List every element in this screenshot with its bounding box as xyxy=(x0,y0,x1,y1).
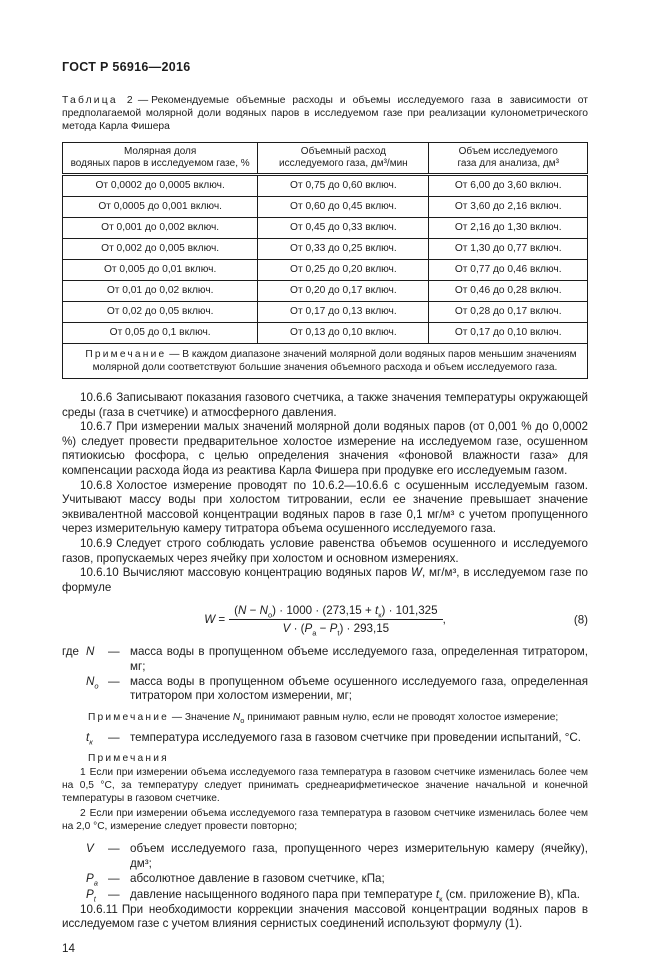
clause-text: Вычисляют массовую концентрацию водяных паров xyxy=(122,566,412,580)
table-cell: От 0,05 до 0,1 включ. xyxy=(63,323,258,344)
where-definition: масса воды в пропущенном объеме осушенного исследуемого газа, определенная титратором при холостом измерении, мг; xyxy=(130,674,588,703)
table-cell: От 0,60 до 0,45 включ. xyxy=(258,197,429,218)
table-cell: От 0,0002 до 0,0005 включ. xyxy=(63,175,258,197)
table-row xyxy=(63,197,588,218)
var-spacer xyxy=(62,888,86,903)
equals-sign: = xyxy=(215,613,226,627)
variable-list xyxy=(62,842,588,902)
notes-block xyxy=(62,753,588,833)
clause-text: При измерении малых значений молярной доли водяных паров (от 0,001 % до 0,0002 %) следует провести предварительное холостое измерение на исследуемом газе, осушенном пятиокисью фосфора, с целью определения значения «фоновой влажности газа» для компенсации расхода йода из реактива Карла Фишера при продувке его исследуемым газом. xyxy=(62,420,588,477)
where-definition: температура исследуемого газа в газовом счетчике при проведении испытаний, °С. xyxy=(130,730,582,744)
note-text: Если при измерении объема исследуемого газа температура в газовом счетчике изменилась более чем на 0,5 °С, за температуру следует принимать среднеарифметическое значение начальной и конечной температуры в газовом счетчике. xyxy=(62,767,588,805)
table-note-text: — В каждом диапазоне значений молярной доли водяных паров меньшим значениям молярной доли соответствуют большие значения объемного расхода и объем исследуемого газа. xyxy=(92,349,577,373)
clause-text: , мг/м³, в исследуемом газе по формуле xyxy=(62,566,588,594)
table-cell: От 3,60 до 2,16 включ. xyxy=(429,197,588,218)
clause-number: 10.6.6 xyxy=(80,391,113,404)
subscript: о xyxy=(94,680,99,690)
column-header-gas-volume xyxy=(429,143,588,175)
formula-number: (8) xyxy=(573,613,588,627)
subscript: о xyxy=(268,610,273,620)
where-term xyxy=(86,731,108,746)
where-item-n0 xyxy=(62,675,588,704)
table-caption-label: Таблица 2 xyxy=(62,95,135,106)
table-row xyxy=(63,281,588,302)
subscript: а xyxy=(312,628,317,638)
inline-note-text: принимают равным нулю, если не проводят холостое измерение; xyxy=(244,711,559,723)
clause-text: При необходимости коррекции значения массовой концентрации водяных паров в исследуемом газе с учетом влияния сернистых соединений используют формулу (1). xyxy=(62,902,588,931)
column-header-line: Объем исследуемого xyxy=(458,146,558,157)
clause-text: Холостое измерение проводят по 10.6.2—10.6.6 с осушенным исследуемым газом. Учитывают массу воды при холостом титровании, если ее значение превышает значение эквивалентной массовой концентрации водяных паров в газе 0,1 мг/м³ с учетом пропущенного через измерительную камеру титратора объема осушенного исследуемого газа. xyxy=(62,478,588,536)
table-cell: От 0,75 до 0,60 включ. xyxy=(258,175,429,197)
var-definition: объем исследуемого газа, пропущенного через измерительную камеру (ячейку), дм³; xyxy=(130,842,588,870)
var-spacer xyxy=(62,842,86,871)
formula-part: ) · 101,325 xyxy=(381,604,438,618)
table-cell: От 0,02 до 0,05 включ. xyxy=(63,302,258,323)
table-cell: От 0,45 до 0,33 включ. xyxy=(258,218,429,239)
paragraph-10-6-11 xyxy=(62,903,588,932)
var-definition xyxy=(130,888,588,903)
variable-tk: t xyxy=(86,730,90,744)
formula-part: ) · 1000 · (273,15 + xyxy=(272,604,375,618)
var-item-pt xyxy=(62,888,588,903)
formula-lhs: W xyxy=(204,613,216,627)
where-list xyxy=(62,645,588,745)
variable-pt: P xyxy=(329,622,338,636)
table-caption-dash: — xyxy=(137,95,149,106)
where-item-tk xyxy=(62,731,588,746)
note-number: 2 xyxy=(80,808,86,820)
clause-text: Следует строго соблюдать условие равенства объемов осушенного и исследуемого газов, пропускаемых через ячейку при холостом и основном измерениях. xyxy=(62,536,588,565)
column-header-line: Молярная доля xyxy=(123,146,197,157)
table-cell: От 0,17 до 0,10 включ. xyxy=(429,323,588,344)
variable-n0: N xyxy=(259,604,268,618)
fraction-denominator xyxy=(229,620,442,638)
table-row xyxy=(63,175,588,197)
notes-title: Примечания xyxy=(88,753,169,765)
paragraph-10-6-6 xyxy=(62,391,588,420)
var-dash: — xyxy=(108,842,120,856)
table-note-row xyxy=(63,344,588,379)
table-cell: От 0,13 до 0,10 включ. xyxy=(258,323,429,344)
note-text: Если при измерении объема исследуемого газа температура в газовом счетчике изменилась более чем на 2,0 °С, измерение следует провести повторно; xyxy=(62,808,588,833)
standard-number: ГОСТ Р 56916—2016 xyxy=(62,60,191,74)
var-dash: — xyxy=(108,872,120,886)
var-term: V xyxy=(86,842,94,856)
fraction xyxy=(229,604,442,638)
where-dash: — xyxy=(108,645,120,659)
note-item-2 xyxy=(62,807,588,833)
column-header-line: Объемный расход xyxy=(300,146,386,157)
column-header-flow-rate xyxy=(258,143,429,175)
formula-part: − xyxy=(246,604,260,618)
variable-pt: P xyxy=(86,888,94,902)
where-item-n xyxy=(62,645,588,674)
paragraph-10-6-9 xyxy=(62,537,588,566)
paragraph-10-6-7 xyxy=(62,420,588,478)
column-header-line: газа для анализа, дм³ xyxy=(457,158,559,169)
table-row xyxy=(63,323,588,344)
table-cell: От 0,28 до 0,17 включ. xyxy=(429,302,588,323)
clause-text: Записывают показания газового счетчика, а также значения температуры окружающей среды (газа в счетчике) и атмосферного давления. xyxy=(62,391,588,419)
where-term: N xyxy=(86,645,95,659)
table-cell: От 0,0005 до 0,001 включ. xyxy=(63,197,258,218)
where-keyword-spacer xyxy=(62,675,86,704)
body-text xyxy=(62,391,588,595)
note-number: 1 xyxy=(80,767,86,779)
column-header-mole-fraction xyxy=(63,143,258,175)
var-spacer xyxy=(62,872,86,887)
clause-number: 10.6.7 xyxy=(80,420,113,434)
variable-tk: t xyxy=(374,604,379,618)
inline-note xyxy=(88,711,588,724)
subscript: t xyxy=(93,894,96,904)
table-cell: От 0,25 до 0,20 включ. xyxy=(258,260,429,281)
var-item-pa xyxy=(62,872,588,887)
paragraph-10-6-8 xyxy=(62,479,588,537)
column-header-line: исследуемого газа, дм³/мин xyxy=(279,158,408,169)
subscript: к xyxy=(378,610,382,620)
clause-number: 10.6.9 xyxy=(80,536,113,550)
formula-part: ( xyxy=(234,604,239,618)
variable-n0: N xyxy=(232,711,241,723)
table-row xyxy=(63,239,588,260)
table-cell: От 0,005 до 0,01 включ. xyxy=(63,260,258,281)
var-definition-text: давление насыщенного водяного пара при температуре xyxy=(130,888,436,902)
table-row xyxy=(63,218,588,239)
table-cell: От 0,01 до 0,02 включ. xyxy=(63,281,258,302)
formula-part: ) · 293,15 xyxy=(339,622,390,636)
table-cell: От 1,30 до 0,77 включ. xyxy=(429,239,588,260)
table-cell: От 0,002 до 0,005 включ. xyxy=(63,239,258,260)
fraction-numerator xyxy=(229,604,442,620)
table-cell: От 0,46 до 0,28 включ. xyxy=(429,281,588,302)
inline-note-text: — Значение xyxy=(171,711,233,723)
var-dash: — xyxy=(108,888,120,902)
formula xyxy=(62,604,588,638)
variable-pa: P xyxy=(304,622,313,636)
variable-n0: N xyxy=(86,674,95,688)
spec-table xyxy=(62,142,588,379)
var-definition-text: (см. приложение В), кПа. xyxy=(442,888,580,902)
variable-v: V xyxy=(282,622,291,636)
clause-number: 10.6.11 xyxy=(80,902,118,916)
subscript: о xyxy=(240,715,245,725)
subscript: к xyxy=(89,737,93,746)
var-item-v xyxy=(62,842,588,871)
where-definition: масса воды в пропущенном объеме исследуемого газа, определенная титратором, мг; xyxy=(130,645,588,673)
var-definition: абсолютное давление в газовом счетчике, кПа; xyxy=(130,872,385,886)
formula-expression xyxy=(204,604,446,638)
table-row xyxy=(63,302,588,323)
table-cell: От 0,17 до 0,13 включ. xyxy=(258,302,429,323)
subscript: а xyxy=(93,878,98,888)
variable-pa: P xyxy=(86,872,94,886)
table-caption xyxy=(62,94,588,133)
table-cell: От 0,77 до 0,46 включ. xyxy=(429,260,588,281)
table-header-row xyxy=(63,143,588,175)
where-keyword: где xyxy=(62,645,79,659)
table-caption-text: Рекомендуемые объемные расходы и объемы исследуемого газа в зависимости от предполагаемой молярной доли водяных паров в исследуемом газе при реализации кулонометрического метода Карла Фишера xyxy=(62,95,588,132)
clause-number: 10.6.10 xyxy=(80,566,119,580)
formula-part: − xyxy=(316,622,330,636)
where-keyword-spacer xyxy=(62,731,86,746)
table-note-label: Примечание xyxy=(85,349,167,360)
where-dash: — xyxy=(108,730,120,744)
variable-tk: t xyxy=(435,888,440,902)
table-cell: От 2,16 до 1,30 включ. xyxy=(429,218,588,239)
document-page xyxy=(62,60,588,955)
subscript: к xyxy=(439,894,443,904)
where-dash: — xyxy=(108,674,120,688)
table-cell: От 6,00 до 3,60 включ. xyxy=(429,175,588,197)
where-term xyxy=(86,675,108,704)
var-term xyxy=(86,872,108,887)
formula-comma: , xyxy=(442,613,446,627)
formula-part: · ( xyxy=(290,622,305,636)
paragraph-10-6-10 xyxy=(62,566,588,595)
note-item-1 xyxy=(62,766,588,805)
page-number: 14 xyxy=(62,941,75,955)
variable-n: N xyxy=(238,604,247,618)
column-header-line: водяных паров в исследуемом газе, % xyxy=(70,158,250,169)
clause-number: 10.6.8 xyxy=(80,478,113,492)
variable-w: W xyxy=(411,566,422,580)
table-cell: От 0,33 до 0,25 включ. xyxy=(258,239,429,260)
var-term xyxy=(86,888,108,903)
table-row xyxy=(63,260,588,281)
table-cell: От 0,001 до 0,002 включ. xyxy=(63,218,258,239)
table-cell: От 0,20 до 0,17 включ. xyxy=(258,281,429,302)
table-note xyxy=(63,344,588,379)
subscript: t xyxy=(337,628,340,638)
inline-note-label: Примечание xyxy=(88,711,169,723)
